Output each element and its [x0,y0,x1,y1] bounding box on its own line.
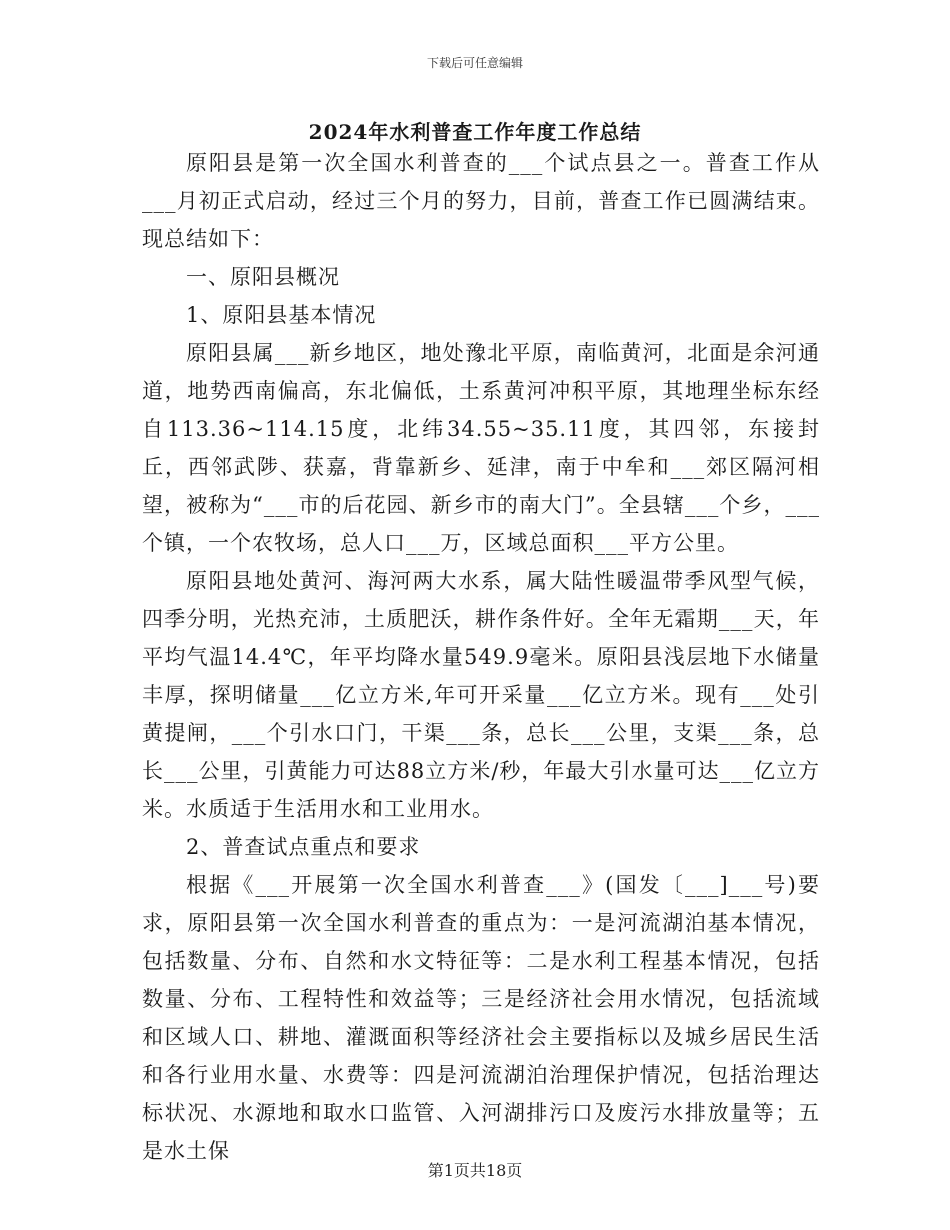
paragraph-intro: 原阳县是第一次全国水利普查的___个试点县之一。普查工作从___月初正式启动，经过三个月的努力，目前，普查工作已圆满结束。现总结如下： [142,151,820,251]
document-body [142,144,820,1170]
subsection-heading-basic-info: 1、原阳县基本情况 [186,303,377,327]
paragraph-climate-water: 原阳县地处黄河、海河两大水系，属大陆性暖温带季风型气候，四季分明，光热充沛，土质肥沃，耕作条件好。全年无霜期___天，年平均气温14.4℃，年平均降水量549.9毫米。原阳县浅层地下水储量丰厚，探明储量___亿立方米,年可开采量___亿立方米。现有___处引黄提闸，___个引水口门，干渠___条，总长___公里，支渠___条，总长___公里，引黄能力可达88立方米/秒，年最大引水量可达___亿立方米。水质适于生活用水和工业用水。 [142,569,820,821]
paragraph-survey-focus: 根据《___开展第一次全国水利普查___》(国发〔___]___号)要求，原阳县第一次全国水利普查的重点为：一是河流湖泊基本情况，包括数量、分布、自然和水文特征等：二是水利工程基本情况，包括数量、分布、工程特性和效益等；三是经济社会用水情况，包括流域和区域人口、耕地、灌溉面积等经济社会主要指标以及城乡居民生活和各行业用水量、水费等：四是河流湖泊治理保护情况，包括治理达标状况、水源地和取水口监管、入河湖排污口及废污水排放量等；五是水土保 [142,873,820,1163]
subsection-heading-survey-focus: 2、普查试点重点和要求 [186,835,421,859]
section-heading-overview: 一、原阳县概况 [186,265,340,289]
document-title: 2024年水利普查工作年度工作总结 [308,120,642,144]
page-header-note: 下载后可任意编辑 [426,56,523,70]
paragraph-geography: 原阳县属___新乡地区，地处豫北平原，南临黄河，北面是余河通道，地势西南偏高，东北偏低，土系黄河冲积平原，其地理坐标东经自113.36~114.15度，北纬34.55~35.11度，其四邻，东接封丘，西邻武陟、获嘉，背靠新乡、延津，南于中牟和___郊区隔河相望，被称为“___市的后花园、新乡市的南大门”。全县辖___个乡，___个镇，一个农牧场，总人口___万，区域总面积___平方公里。 [142,341,820,555]
page-footer-page-number: 第1页共18页 [427,1161,523,1180]
